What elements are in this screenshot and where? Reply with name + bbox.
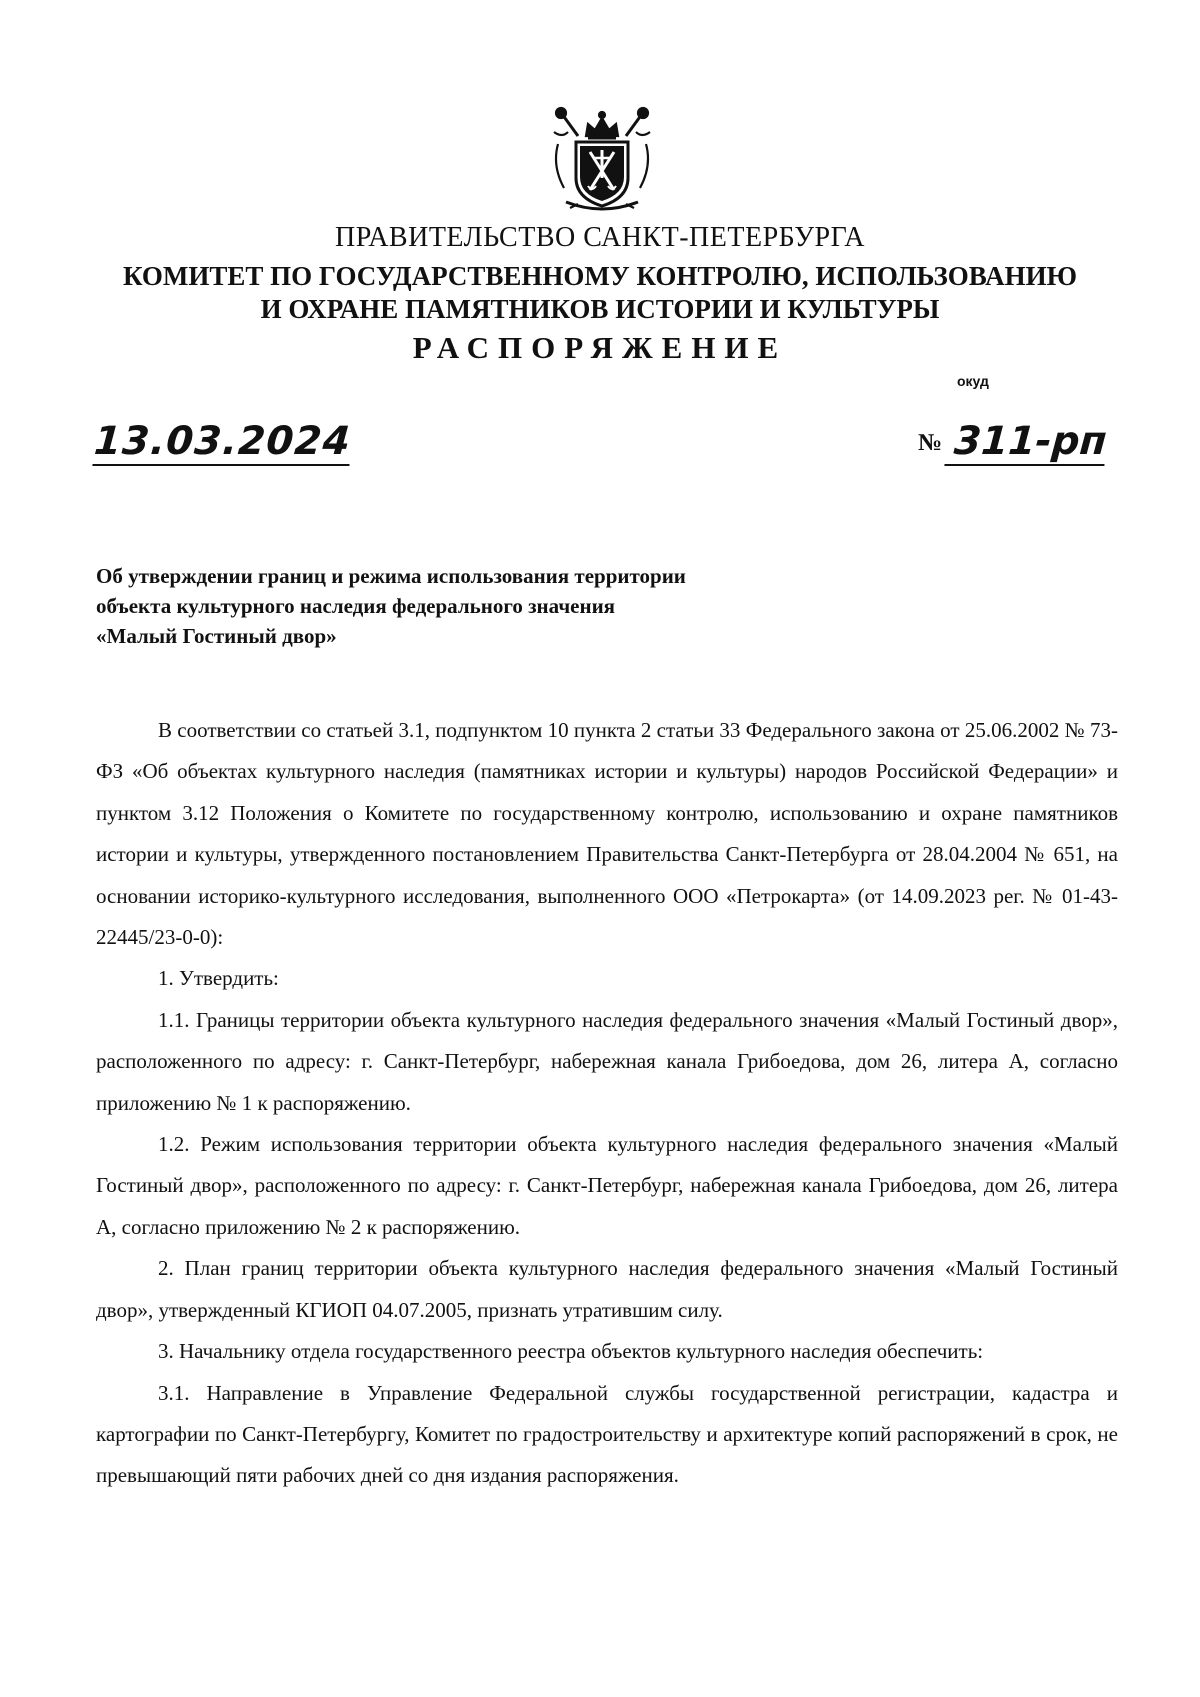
body-paragraph-1-2: 1.2. Режим использования территории объекта культурного наследия федерального значения «Малый Гостиный двор», расположенного по адресу: г. Санкт-Петербург, набережная канала Грибоедова, дом 26, литера А, согласно приложению № 2 к распоряжению.	[96, 1132, 1118, 1239]
committee-name-line-2: И ОХРАНЕ ПАМЯТНИКОВ ИСТОРИИ И КУЛЬТУРЫ	[260, 294, 940, 324]
subject-line-1: Об утверждении границ и режима использования территории	[96, 564, 686, 588]
body-paragraph-3-1: 3.1. Направление в Управление Федеральной службы государственной регистрации, кадастра и картографии по Санкт-Петербургу, Комитет по градостроительству и архитектуре копий распоряжений в срок, не превышающий пяти рабочих дней со дня издания распоряжения.	[96, 1380, 1118, 1488]
handwritten-number: 311-рп	[945, 420, 1109, 466]
body-paragraph-preamble: В соответствии со статьей 3.1, подпунктом 10 пункта 2 статьи 33 Федерального закона от 25.06.2002 № 73-ФЗ «Об объектах культурного наследия (памятниках истории и культуры) народов Российской Федерации» и пунктом 3.12 Положения о Комитете по государственному контролю, использованию и охране памятников истории и культуры, утвержденного постановлением Правительства Санкт-Петербурга от 28.04.2004 № 651, на основании историко-культурного исследования, выполненного ООО «Петрокарта» (от 14.09.2023 рег. № 01-43-22445/23-0-0):	[96, 718, 1118, 950]
number-sign: №	[918, 430, 943, 456]
body-paragraph-1: 1. Утвердить:	[158, 966, 279, 991]
document-body	[96, 710, 1118, 1497]
subject-line-2: объекта культурного наследия федерального значения	[96, 594, 616, 618]
coat-of-arms-icon	[548, 106, 656, 216]
okud-label: окуд	[957, 373, 989, 389]
document-number	[918, 420, 1107, 466]
government-name: ПРАВИТЕЛЬСТВО САНКТ-ПЕТЕРБУРГА	[335, 222, 865, 253]
body-paragraph-3: 3. Начальнику отдела государственного реестра объектов культурного наследия обеспечить:	[158, 1339, 984, 1364]
handwritten-date: 13.03.2024	[92, 419, 353, 464]
committee-name-line-1: КОМИТЕТ ПО ГОСУДАРСТВЕННОМУ КОНТРОЛЮ, ИСПОЛЬЗОВАНИЮ	[123, 261, 1077, 291]
document-type-title: РАСПОРЯЖЕНИЕ	[412, 330, 788, 365]
subject-line-3: «Малый Гостиный двор»	[96, 624, 337, 648]
document-subject	[96, 561, 856, 651]
body-paragraph-2: 2. План границ территории объекта культурного наследия федерального значения «Малый Гостиный двор», утвержденный КГИОП 04.07.2005, признать утратившим силу.	[96, 1256, 1118, 1322]
committee-name	[60, 260, 1140, 326]
body-paragraph-1-1: 1.1. Границы территории объекта культурного наследия федерального значения «Малый Гостиный двор», расположенного по адресу: г. Санкт-Петербург, набережная канала Грибоедова, дом 26, литера А, согласно приложению № 1 к распоряжению.	[96, 1007, 1118, 1115]
